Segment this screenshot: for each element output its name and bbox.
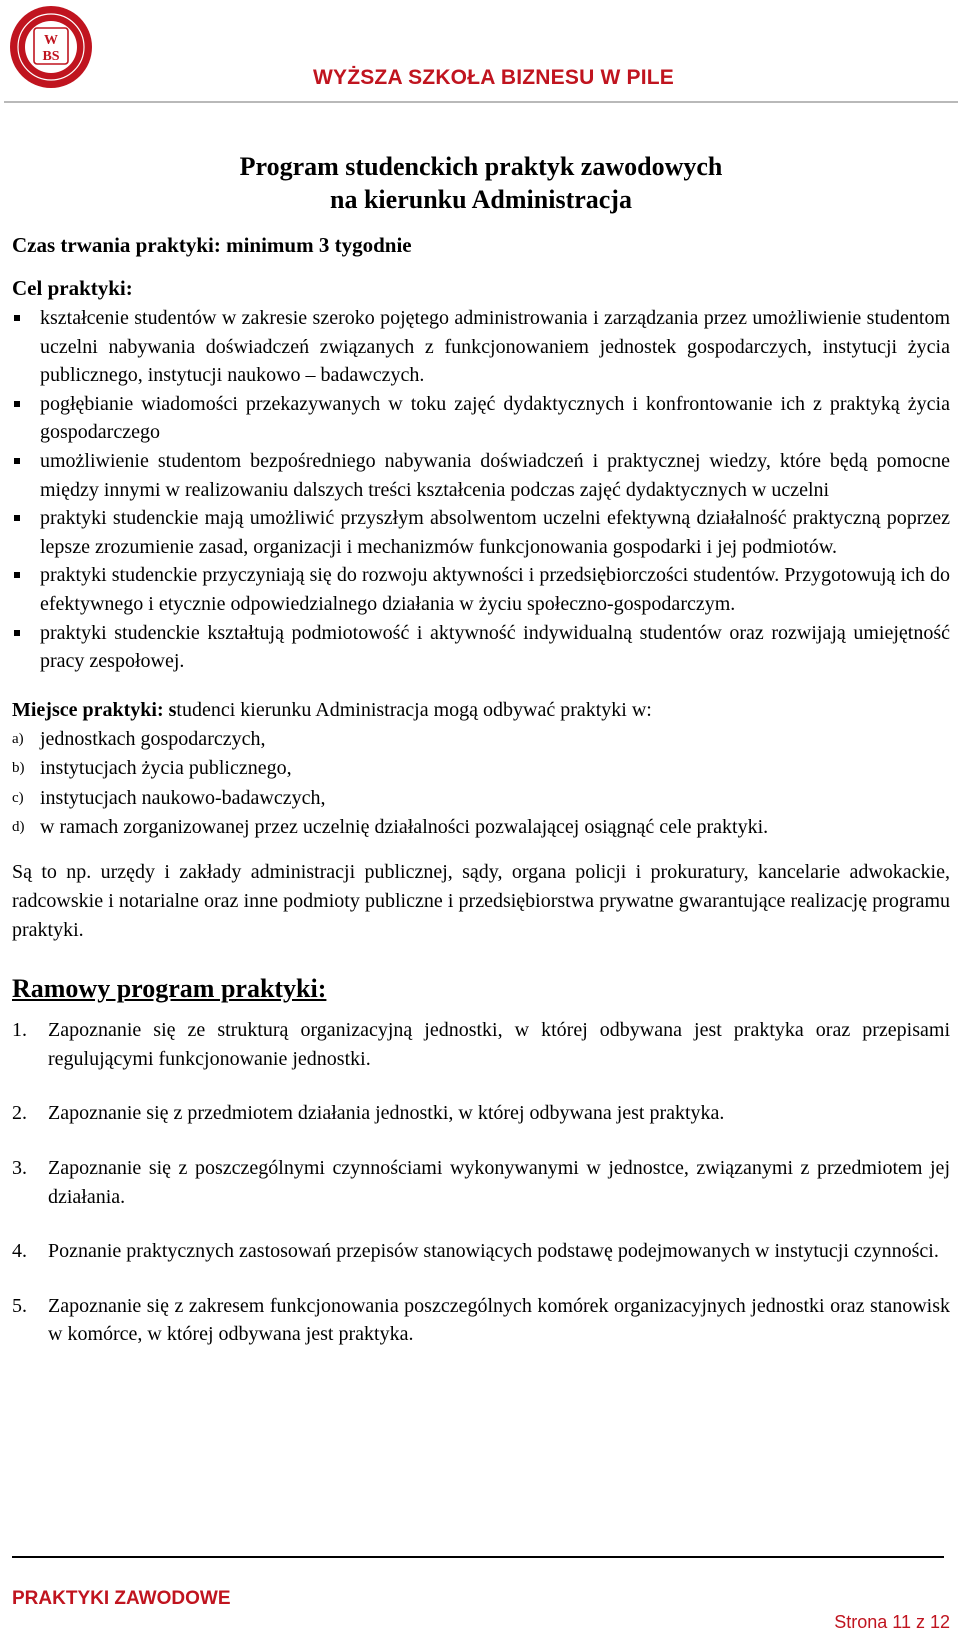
page-header (0, 0, 960, 104)
list-item: 2. Zapoznanie się z przedmiotem działania jednostki, w której odbywana jest praktyka. (12, 1099, 950, 1128)
goals-list (12, 304, 950, 676)
list-item: 4. Poznanie praktycznych zastosowań przepisów stanowiących podstawę podejmowanych w instytucji czynności. (12, 1237, 950, 1266)
list-item: 1. Zapoznanie się ze strukturą organizacyjną jednostki, w której odbywana jest praktyka oraz przepisami regulującymi funkcjonowanie jednostki. (12, 1016, 950, 1073)
list-letter: a) (12, 730, 24, 747)
list-item: 3. Zapoznanie się z poszczególnymi czynnościami wykonywanymi w jednostce, związanymi z przedmiotem jej działania. (12, 1154, 950, 1211)
bullet-square-icon (14, 515, 20, 521)
list-item: praktyki studenckie kształtują podmiotowość i aktywność indywidualną studentów oraz rozwijają umiejętność pracy zespołowej. (12, 619, 950, 676)
list-number: 5. (12, 1294, 27, 1317)
svg-text:W: W (44, 33, 58, 48)
document-body (12, 150, 950, 1375)
program-list (12, 1016, 950, 1349)
examples-paragraph: Są to np. urzędy i zakłady administracji publicznej, sądy, organa policji i prokuratury, kancelarie adwokackie, radcowskie i notarialne oraz inne podmioty publiczne i przedsiębiorstwa prywatne gwarantujące realizację programu praktyki. (12, 861, 950, 941)
list-item: kształcenie studentów w zakresie szeroko pojętego administrowania i zarządzania przez umożliwienie studentom uczelni nabywania doświadczeń związanych z funkcjonowaniem jednostek gospodarczych, instytucji życia publicznego, instytucji naukowo – badawczych. (12, 304, 950, 390)
list-letter: b) (12, 760, 25, 777)
places-list (12, 725, 950, 843)
svg-text:BS: BS (42, 49, 60, 64)
title-line-2: na kierunku Administracja (330, 185, 632, 214)
place-label: Miejsce praktyki: s (12, 698, 177, 721)
header-divider (4, 101, 958, 103)
program-heading: Ramowy program praktyki: (12, 974, 327, 1004)
list-item: praktyki studenckie mają umożliwić przyszłym absolwentom uczelni efektywną działalność praktyczną poprzez lepsze zrozumienie zasad, organizacji i mechanizmów funkcjonowania gospodarki i jej podmiotów. (12, 504, 950, 561)
footer-divider (12, 1556, 944, 1558)
bullet-square-icon (14, 315, 20, 321)
bullet-square-icon (14, 572, 20, 578)
list-item: pogłębianie wiadomości przekazywanych w toku zajęć dydaktycznych i konfrontowanie ich z praktyką życia gospodarczego (12, 390, 950, 447)
school-name: WYŻSZA SZKOŁA BIZNESU W PILE (312, 66, 674, 89)
list-item: d) w ramach zorganizowanej przez uczelnię działalności pozwalającej osiągnąć cele praktyki. (12, 813, 950, 842)
list-item: 5. Zapoznanie się z zakresem funkcjonowania poszczególnych komórek organizacyjnych jednostki oraz stanowisk w komórce, w której odbywana jest praktyka. (12, 1292, 950, 1349)
page-number: Strona 11 z 12 (834, 1612, 950, 1632)
goal-label: Cel praktyki: (12, 276, 133, 300)
list-item: c) instytucjach naukowo-badawczych, (12, 784, 950, 813)
list-item: umożliwienie studentom bezpośredniego nabywania doświadczeń i praktycznej wiedzy, które będą pomocne między innymi w realizowaniu dalszych treści kształcenia podczas zajęć dydaktycznych w uczelni (12, 447, 950, 504)
footer-section: PRAKTYKI ZAWODOWE (12, 1588, 231, 1609)
list-item: praktyki studenckie przyczyniają się do rozwoju aktywności i przedsiębiorczości studentów. Przygotowują ich do efektywnego i etycznie odpowiedzialnego działania w życiu społeczno-gospodarczym. (12, 561, 950, 618)
list-number: 2. (12, 1102, 27, 1125)
document-title (12, 150, 950, 216)
place-intro (12, 696, 950, 725)
list-item: a) jednostkach gospodarczych, (12, 725, 950, 754)
list-number: 3. (12, 1156, 27, 1179)
list-number: 1. (12, 1019, 27, 1042)
title-line-1: Program studenckich praktyk zawodowych (239, 152, 723, 181)
list-number: 4. (12, 1240, 27, 1263)
bullet-square-icon (14, 401, 20, 407)
list-letter: c) (12, 789, 24, 806)
list-letter: d) (12, 818, 25, 835)
bullet-square-icon (14, 630, 20, 636)
school-logo-seal (8, 4, 94, 90)
bullet-square-icon (14, 458, 20, 464)
duration-line: Czas trwania praktyki: minimum 3 tygodnie (12, 233, 412, 257)
list-item: b) instytucjach życia publicznego, (12, 754, 950, 783)
place-text: tudenci kierunku Administracja mogą odbywać praktyki w: (176, 698, 652, 721)
